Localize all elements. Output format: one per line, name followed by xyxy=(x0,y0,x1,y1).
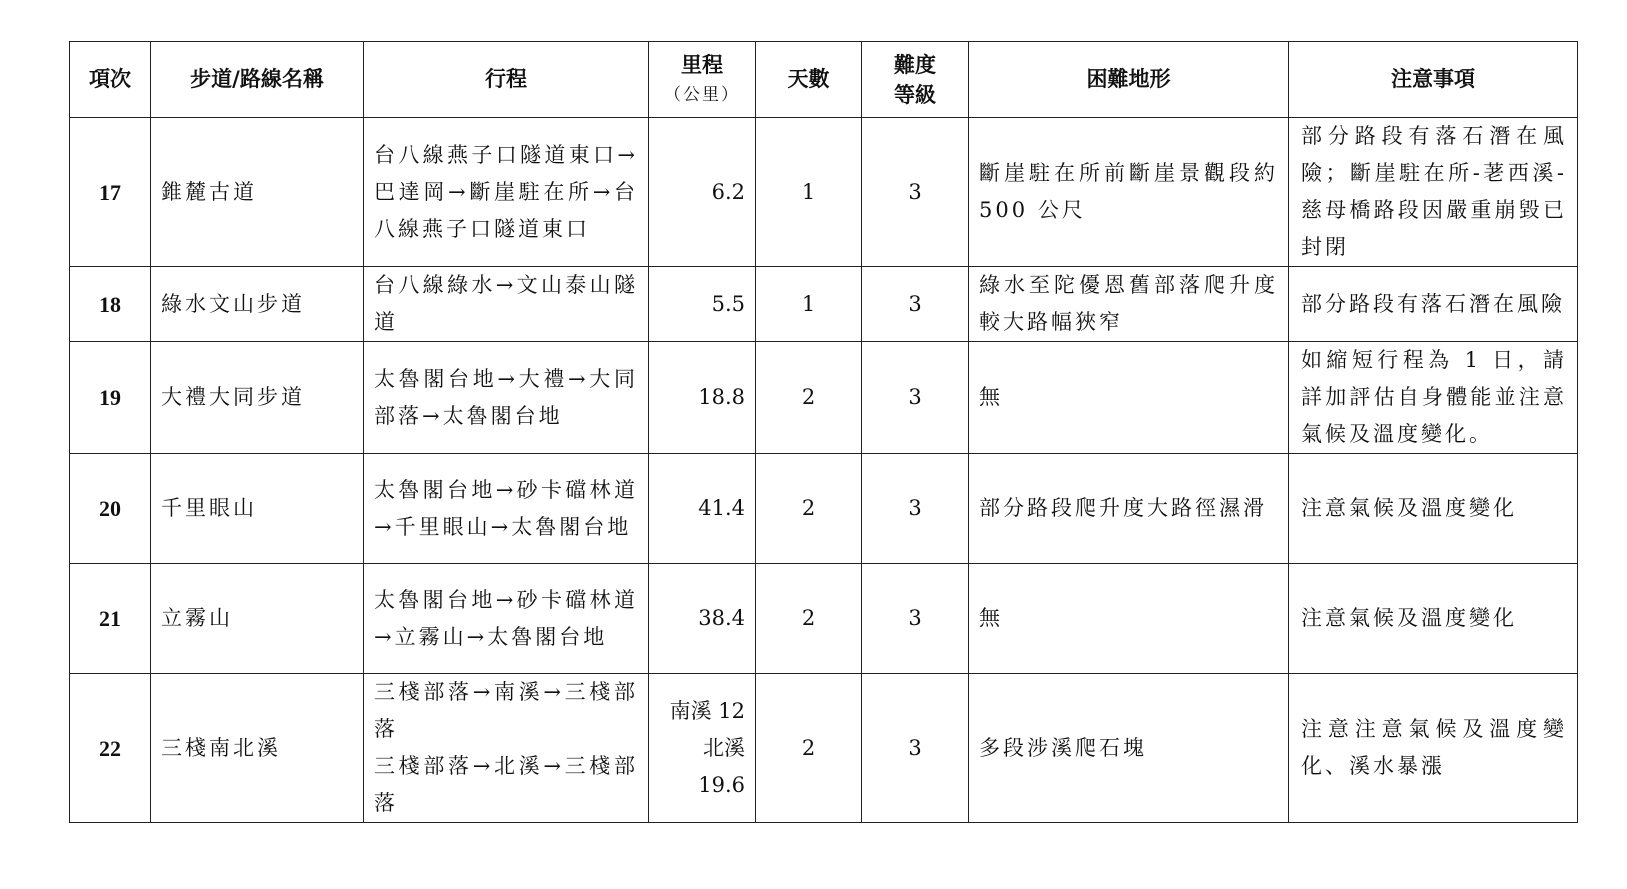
terrain-cell: 多段涉溪爬石塊 xyxy=(969,674,1289,823)
header-trail-name: 步道/路線名稱 xyxy=(151,42,364,118)
trail-name: 立霧山 xyxy=(151,564,364,674)
difficulty-cell: 3 xyxy=(862,564,969,674)
table-row xyxy=(70,564,1578,674)
table-row xyxy=(70,118,1578,267)
days-cell: 1 xyxy=(756,267,862,342)
distance-line-2: 北溪 xyxy=(703,735,745,760)
trail-table xyxy=(69,41,1578,823)
difficulty-cell: 3 xyxy=(862,267,969,342)
trail-name: 綠水文山步道 xyxy=(151,267,364,342)
row-number: 18 xyxy=(70,267,151,342)
table-row xyxy=(70,267,1578,342)
distance-cell: 18.8 xyxy=(649,342,756,454)
trail-name: 大禮大同步道 xyxy=(151,342,364,454)
header-notes: 注意事項 xyxy=(1289,42,1578,118)
days-cell: 2 xyxy=(756,342,862,454)
route-cell: 太魯閣台地→砂卡礑林道→立霧山→太魯閣台地 xyxy=(364,564,649,674)
route-cell: 太魯閣台地→砂卡礑林道→千里眼山→太魯閣台地 xyxy=(364,454,649,564)
distance-cell xyxy=(649,674,756,823)
route-line-north: 三棧部落→北溪→三棧部落 xyxy=(374,754,638,815)
header-distance-unit: （公里） xyxy=(664,84,740,105)
terrain-cell: 部分路段爬升度大路徑濕滑 xyxy=(969,454,1289,564)
header-item: 項次 xyxy=(70,42,151,118)
route-cell: 太魯閣台地→大禮→大同部落→太魯閣台地 xyxy=(364,342,649,454)
distance-cell: 5.5 xyxy=(649,267,756,342)
distance-line-3: 19.6 xyxy=(698,772,745,797)
header-distance-label: 里程 xyxy=(681,52,723,77)
terrain-cell: 綠水至陀優恩舊部落爬升度較大路幅狹窄 xyxy=(969,267,1289,342)
header-difficulty xyxy=(862,42,969,118)
row-number: 22 xyxy=(70,674,151,823)
header-difficulty-line2: 等級 xyxy=(894,82,936,107)
notes-cell: 注意注意氣候及溫度變化、溪水暴漲 xyxy=(1289,674,1578,823)
distance-cell: 41.4 xyxy=(649,454,756,564)
difficulty-cell: 3 xyxy=(862,454,969,564)
row-number: 17 xyxy=(70,118,151,267)
table-row xyxy=(70,342,1578,454)
header-distance xyxy=(649,42,756,118)
row-number: 20 xyxy=(70,454,151,564)
header-terrain: 困難地形 xyxy=(969,42,1289,118)
difficulty-cell: 3 xyxy=(862,342,969,454)
days-cell: 1 xyxy=(756,118,862,267)
route-cell: 台八線綠水→文山泰山隧道 xyxy=(364,267,649,342)
header-route: 行程 xyxy=(364,42,649,118)
distance-cell: 6.2 xyxy=(649,118,756,267)
trail-name: 三棧南北溪 xyxy=(151,674,364,823)
header-days: 天數 xyxy=(756,42,862,118)
difficulty-cell: 3 xyxy=(862,674,969,823)
table-row xyxy=(70,674,1578,823)
header-difficulty-line1: 難度 xyxy=(894,52,936,77)
difficulty-cell: 3 xyxy=(862,118,969,267)
terrain-cell: 無 xyxy=(969,342,1289,454)
route-cell xyxy=(364,674,649,823)
notes-cell: 注意氣候及溫度變化 xyxy=(1289,564,1578,674)
trail-name: 千里眼山 xyxy=(151,454,364,564)
notes-cell: 部分路段有落石潛在風險；斷崖駐在所-荖西溪-慈母橋路段因嚴重崩毀已封閉 xyxy=(1289,118,1578,267)
trail-table-container xyxy=(69,41,1578,823)
route-line-south: 三棧部落→南溪→三棧部落 xyxy=(374,680,638,741)
table-row xyxy=(70,454,1578,564)
notes-cell: 部分路段有落石潛在風險 xyxy=(1289,267,1578,342)
notes-cell: 如縮短行程為 1 日，請詳加評估自身體能並注意氣候及溫度變化。 xyxy=(1289,342,1578,454)
row-number: 19 xyxy=(70,342,151,454)
terrain-cell: 斷崖駐在所前斷崖景觀段約 500 公尺 xyxy=(969,118,1289,267)
days-cell: 2 xyxy=(756,564,862,674)
header-row xyxy=(70,42,1578,118)
row-number: 21 xyxy=(70,564,151,674)
days-cell: 2 xyxy=(756,454,862,564)
terrain-cell: 無 xyxy=(969,564,1289,674)
days-cell: 2 xyxy=(756,674,862,823)
notes-cell: 注意氣候及溫度變化 xyxy=(1289,454,1578,564)
route-cell: 台八線燕子口隧道東口→巴達岡→斷崖駐在所→台八線燕子口隧道東口 xyxy=(364,118,649,267)
distance-line-1: 南溪 12 xyxy=(669,698,745,723)
trail-name: 錐麓古道 xyxy=(151,118,364,267)
distance-cell: 38.4 xyxy=(649,564,756,674)
